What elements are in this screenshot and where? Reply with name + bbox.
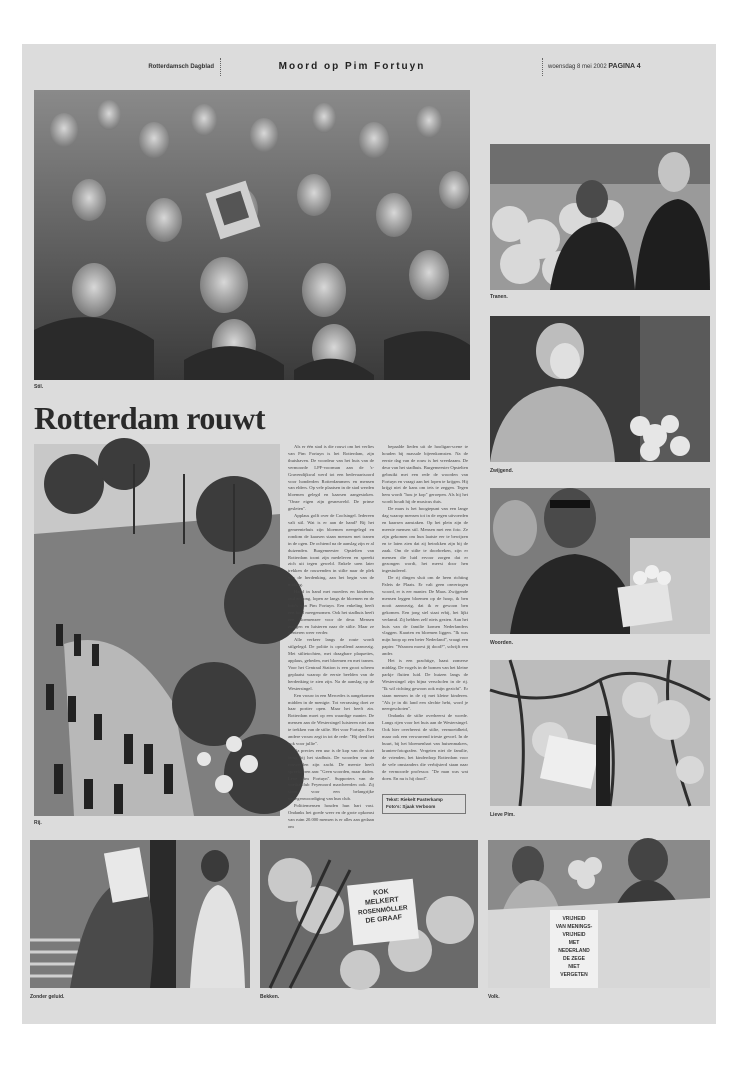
caption-right1: Tranen. <box>490 294 508 300</box>
article-paragraph: Als er één stad is die rouwt om het verlies van Pim Fortuyn is het Rotterdam, zijn thuishaven. De voordeur van het huis van de vermoorde LPF-voorman aan de 's-Gravendijkwal werd tot een bedevaartsoord voor honderden Rotterdammers en mensen van elders. Op vele plaatsen in de stad werden bloemen gelegd en kaarsen aangestoken. "Onze eigen zijn gesneuveld. De prinse gesleten". <box>288 444 374 512</box>
article-paragraph: bepaalde lieden uit de hooligan-scene te houden bij massale bijeenkomsten. Na de eerste dag van de rouw is het vreedzaam. De deur van het stadhuis. Burgemeester Opstelten gebruikt met een rede de woorden van Fortuyn en vraagt aan het lopen te krijgen. Hij krijgt niet de kans om iets te zeggen. Tegen hem wordt "hou je kop" geroepen. Als hij het wordt houdt hij de musicus duis. <box>382 444 468 505</box>
caption-bottom2: Bekken. <box>260 994 280 1000</box>
sign-line: KOK <box>372 888 390 897</box>
article-paragraph: Na precies een uur is de kop van de stoet terug bij het stadhuis. De woorden van de rouwenden zijn zacht. De meeste heeft spreekkoren aan: "Geen woorden, maar daden. Leve Pim Fortuyn". Supporters van de voetbalclub Feyenoord marcheerden ook. Zij staan voor een belangrijke vertegenwoordiging van hun club. <box>288 747 374 802</box>
photo-dear-pim-image <box>490 660 710 806</box>
credit-photos: Foto's: Sjaak Verboom <box>386 803 436 809</box>
caption-main: Stil. <box>34 384 44 390</box>
newspaper-name: Rotterdamsch Dagblad <box>148 64 214 70</box>
sign-line: DE ZEGE <box>563 956 585 962</box>
photo-words-image <box>490 488 710 634</box>
page-number: 4 <box>636 63 641 70</box>
photo-crowd-image <box>34 90 470 380</box>
photo-people <box>488 840 710 988</box>
page-dateline <box>548 63 641 70</box>
article-credit-box <box>382 794 466 814</box>
photo-silent <box>490 316 710 462</box>
photo-tears-image <box>490 144 710 290</box>
page-date: woensdag 8 mei 2002 <box>548 64 607 70</box>
photo-people-image <box>488 840 710 988</box>
header-divider-right <box>542 58 543 76</box>
caption-right2: Zwijgend. <box>490 468 514 474</box>
photo-tears <box>490 144 710 290</box>
sign-line: ROSENMÖLLER <box>357 904 408 917</box>
photo-queue-image <box>34 444 280 816</box>
photo-queue <box>34 444 280 816</box>
photo-basins <box>260 840 478 988</box>
article-column-1 <box>288 444 374 829</box>
caption-right3: Woorden. <box>490 640 513 646</box>
section-title: Moord op Pim Fortuyn <box>278 61 426 72</box>
caption-left-large: Rij. <box>34 820 42 826</box>
article-paragraph: De rij dingen sluit om de heen richting Paleis de Plaats. Er valt geen onvertogen woord, er is eer manier. De Maas. Zwijgende mensen leggen bloemen op de hoop, ik ben nooit aanwezig, dat ik er gewoon ben gekomen. Een jong stel staat erbij, het lijkt verlamd. Zij hebben zelf niets gezien. Aan het huis van de familie komen Nederlanders vlaggen. Kaarten en bloemen liggen. "Ik was mijn hoop op een beter Nederland", vraagt een papier. "Waarom moest jij dood?", schrijft een ander. <box>382 575 468 657</box>
article-paragraph: Alle verkeer langs de route wordt stilgelegd. De politie is opvallend aanwezig. Met stiltetochten, met draagbare plaquettes, applaus, gebeden, met bloemen en met tranen. Voor het Centraal Station is een groot scherm geplaatst waarop de eerste beelden van de herdenking te zien zijn. Na de aanslag op de Westersingel. <box>288 637 374 691</box>
article-paragraph: Een vrouw in een Mercedes is aangekomen midden in de menigte. Tot verrassing doet ze haar portier open. Maar het heeft zin. Rotterdam moet op een waardige manier. De mensen aan de Westersingel luisteren niet aan te trekken van de stilte. Het voor Fortuyn. Een andere vrouw zegt in tot de rede: "Hij deed het ook voor jullie". <box>288 692 374 746</box>
article-paragraph: Het is een prachtige, haast zomerse middag. De vogels in de bomen van het kleine parkje fluiten luid. De huizen langs de Westersingel zijn bijna verscholen in de rij. "Ik wil richting gewoon ook mijn gezicht". Er staan mensen in de rij met kleine kinderen. "Als je in dit land een slechte hebt, word je neergeschoten". <box>382 658 468 712</box>
sign-line: VERGETEN <box>560 972 588 978</box>
caption-right4: Lieve Pim. <box>490 812 515 818</box>
photo-words <box>490 488 710 634</box>
photo-basins-image <box>260 840 478 988</box>
caption-bottom3: Volk. <box>488 994 500 1000</box>
sign-line: DE GRAAF <box>365 914 403 925</box>
article-paragraph: Hand in hand met moeders en kinderen, oud en jong, lopen ze langs de bloemen en de foto's van Pim Fortuyn. Een enkeling heeft een bord meegenomen. Ook het stadhuis heeft een bloemenzee voor de deur. Mensen zwijgen en luisteren naar de stilte. Maar ze slenteren weer verder. <box>288 589 374 636</box>
newspaper-page <box>22 44 716 1024</box>
sign-line: VAN MENINGS- <box>555 924 593 930</box>
caption-bottom1: Zonder geluid. <box>30 994 65 1000</box>
headline: Rotterdam rouwt <box>34 400 265 436</box>
page-label: PAGINA <box>608 63 636 70</box>
photo-silent-image <box>490 316 710 462</box>
sign-line: MELKERT <box>364 896 400 907</box>
sign-line: MET <box>568 940 580 946</box>
article-paragraph: De mars is het hoogtepunt van een lange dag waarop mensen tot in de regen uitvoerden en kaarsen aanstaken. Op het plein zijn de meeste mensen stil. Mensen met een foto. Ze zijn gekomen om hun laatste eer te bewijzen en te laten zien dat zij betrokken zijn bij de zaak. Om de stilte te doorbreken, zijn er mensen die luid ervoor zorgen dat er gezongen wordt, het meest door hen ingestudeerd. <box>382 506 468 574</box>
photo-dear-pim <box>490 660 710 806</box>
article-paragraph: Applaus golft over de Coolsingel. Iedereen valt stil. Wat is er aan de hand? Bij het gemeentehuis zijn bloemen neergelegd en rondom de kaarsen staan mensen met tranen in de ogen. De ochtend na de aanslag zijn er al duizenden. Burgemeester Opstelten van Rotterdam toont zijn medeleven en spreekt zich uit tegen geweld. Enkele uren later trekken de rouwenden in stilte naar de plek van de herdenking, aan het begin van de middag. <box>288 513 374 588</box>
sign-line: NIET <box>568 964 580 970</box>
credit-text: Tekst: Riekelt Pasterkamp <box>386 797 443 802</box>
article-column-2 <box>382 444 468 790</box>
sign-line: NEDERLAND <box>558 948 590 954</box>
photo-without-sound <box>30 840 250 988</box>
photo-crowd <box>34 90 470 380</box>
photo-without-sound-image <box>30 840 250 988</box>
article-paragraph: Politiemensen houden hun hart vast. Ondanks het goede weer en de grote opkomst van ruim 20.000 mensen is er alles aan gedaan om <box>288 803 374 829</box>
sign-line: VRIJHEID <box>562 932 586 938</box>
sign-line: VRIJHEID <box>562 916 586 922</box>
article-paragraph: Ondanks de stilte overheerst de woede. Langs rijen voor het huis aan de Westersingel. Ook hier overheerst de stilte, vermoeidheid, maar ook een verwarrend trieste gevoel. In de buurt, bij het bloemenhart van huisenmakers, kranten-fotografen. Vergeten niet de familie, de vrienden, het kinderdorp Rotterdam voor de vele omstanders die verbijsterd staan naar de vermoorde professor. "De man was wat doen. En nu is hij dood". <box>382 713 468 781</box>
header-divider-left <box>220 58 221 76</box>
